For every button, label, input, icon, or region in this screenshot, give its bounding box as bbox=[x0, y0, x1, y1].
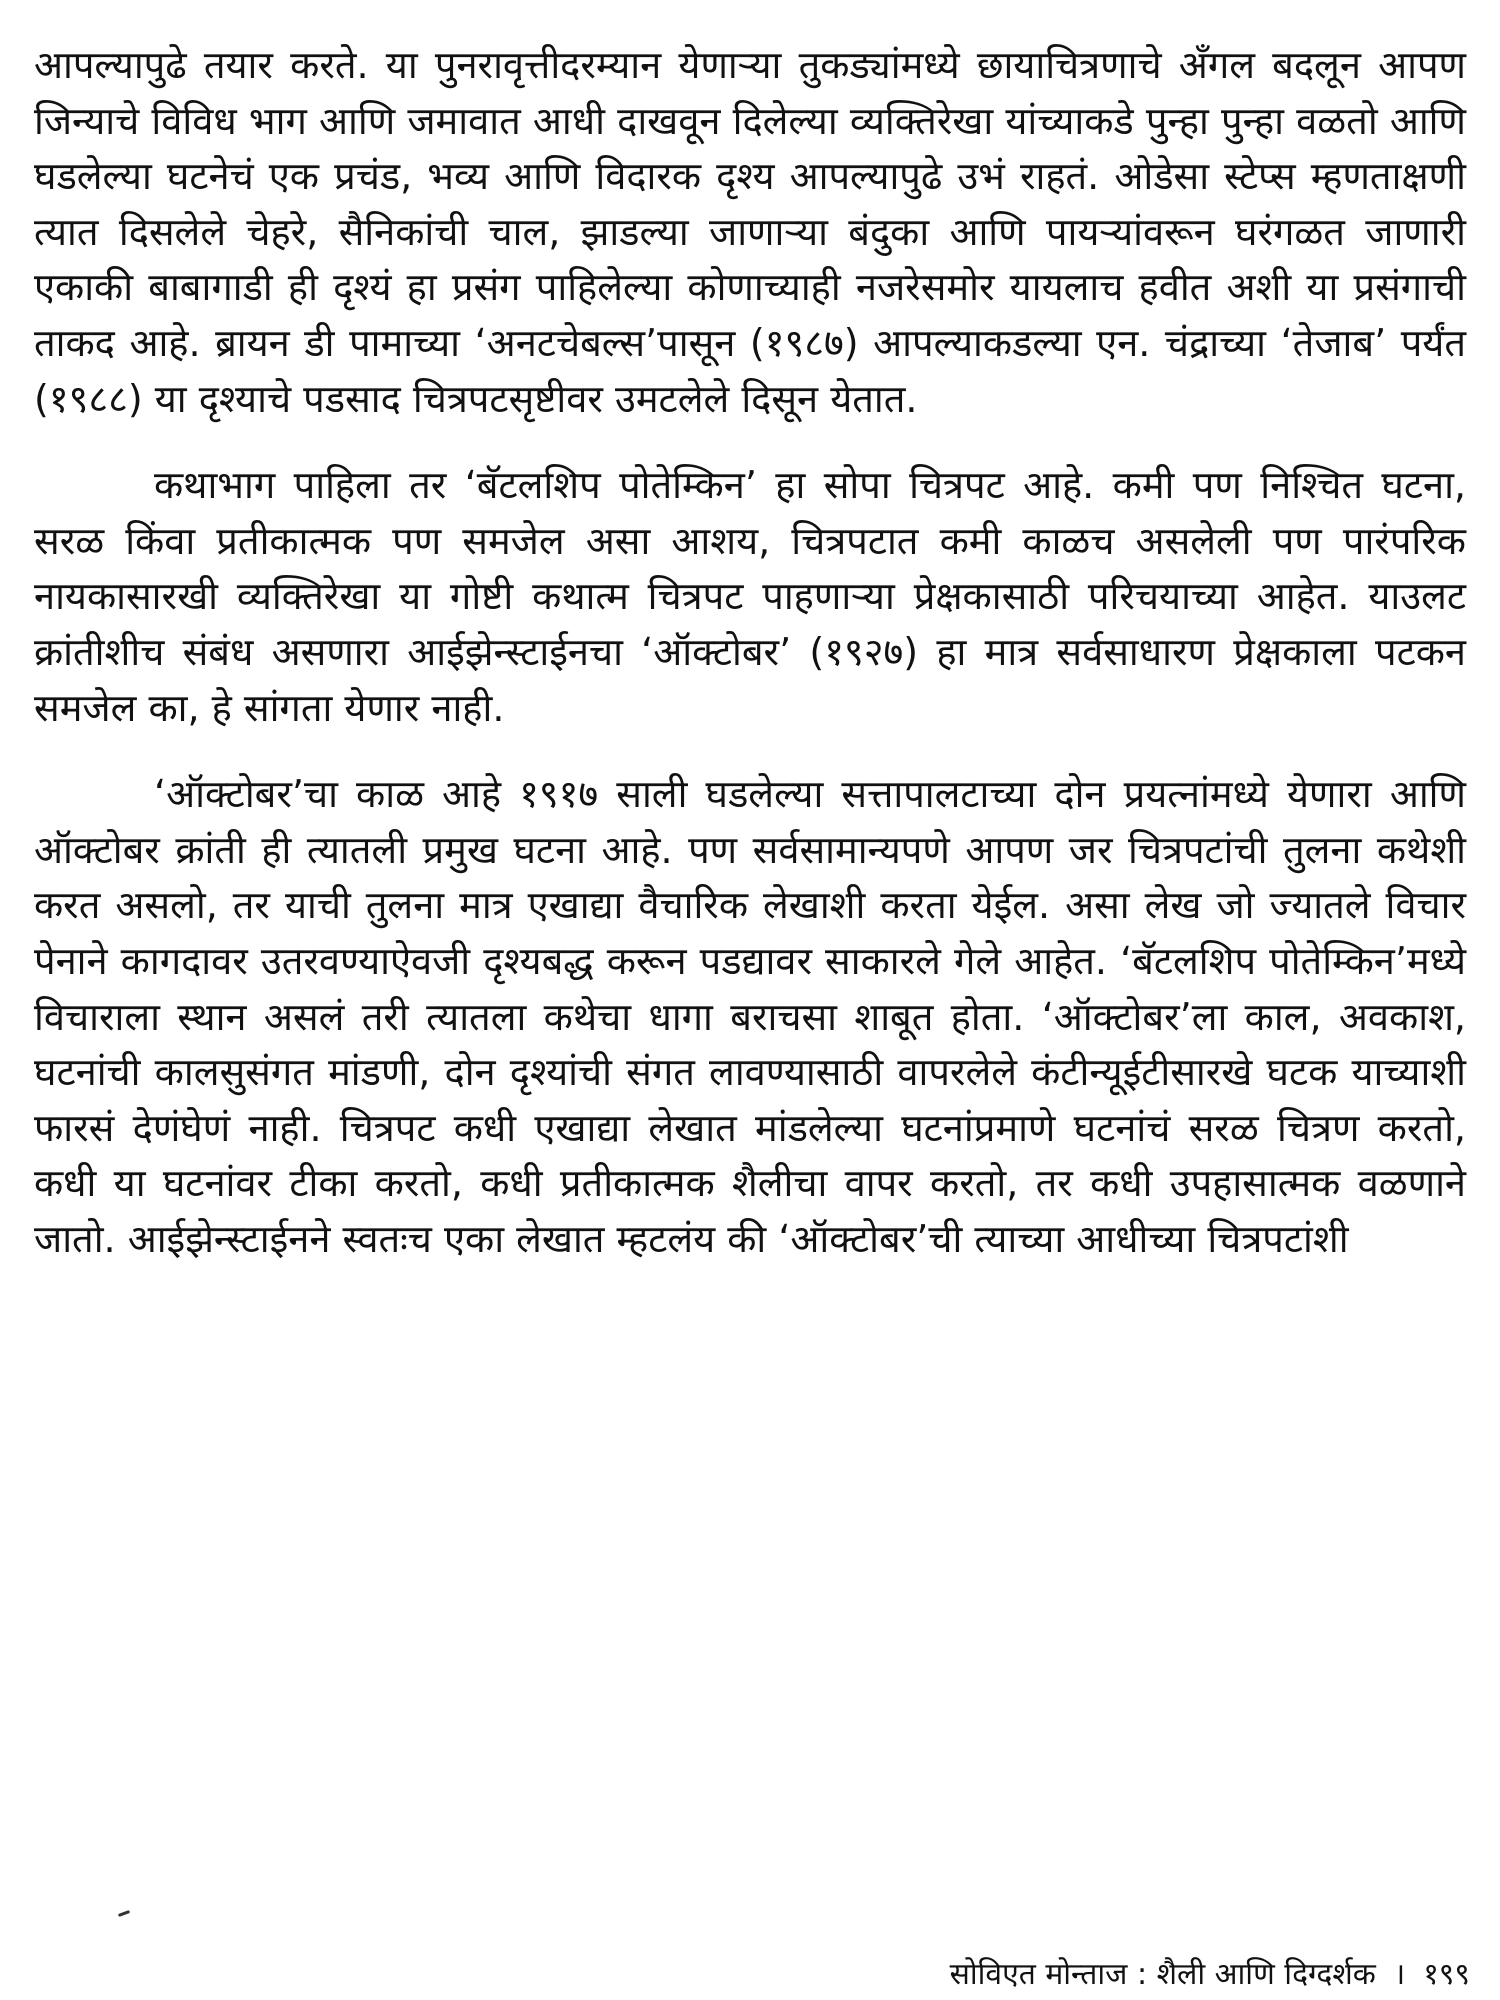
body-text bbox=[34, 38, 1466, 1267]
page-number: १९९ bbox=[1423, 1957, 1470, 1992]
footer-separator: । bbox=[1393, 1957, 1406, 1992]
paragraph-2: कथाभाग पाहिला तर ‘बॅटलशिप पोतेम्किन’ हा सोपा चित्रपट आहे. कमी पण निश्चित घटना, सरळ किंवा प्रतीकात्मक पण समजेल असा आशय, चित्रपटात कमी काळच असलेली पण पारंपरिक नायकासारखी व्यक्तिरेखा या गोष्टी कथात्म चित्रपट पाहणाऱ्या प्रेक्षकासाठी परिचयाच्या आहेत. याउलट क्रांतीशीच संबंध असणारा आईझेन्स्टाईनचा ‘ऑक्टोबर’ (१९२७) हा मात्र सर्वसाधारण प्रेक्षकाला पटकन समजेल का, हे सांगता येणार नाही. bbox=[34, 463, 1466, 730]
paragraph-1: आपल्यापुढे तयार करते. या पुनरावृत्तीदरम्यान येणाऱ्या तुकड्यांमध्ये छायाचित्रणाचे अँगल बदलून आपण जिन्याचे विविध भाग आणि जमावात आधी दाखवून दिलेल्या व्यक्तिरेखा यांच्याकडे पुन्हा पुन्हा वळतो आणि घडलेल्या घटनेचं एक प्रचंड, भव्य आणि विदारक दृश्य आपल्यापुढे उभं राहतं. ओडेसा स्टेप्स म्हणताक्षणी त्यात दिसलेले चेहरे, सैनिकांची चाल, झाडल्या जाणाऱ्या बंदुका आणि पायऱ्यांवरून घरंगळत जाणारी एकाकी बाबागाडी ही दृश्यं हा प्रसंग पाहिलेल्या कोणाच्याही नजरेसमोर यायलाच हवीत अशी या प्रसंगाची ताकद आहे. ब्रायन डी पामाच्या ‘अनटचेबल्स’पासून (१९८७) आपल्याकडल्या एन. चंद्राच्या ‘तेजाब’ पर्यंत (१९८८) या दृश्याचे पडसाद चित्रपटसृष्टीवर उमटलेले दिसून येतात. bbox=[34, 43, 1466, 421]
paragraph-3: ‘ऑक्टोबर’चा काळ आहे १९१७ साली घडलेल्या सत्तापालटाच्या दोन प्रयत्नांमध्ये येणारा आणि ऑक्टोबर क्रांती ही त्यातली प्रमुख घटना आहे. पण सर्वसामान्यपणे आपण जर चित्रपटांची तुलना कथेशी करत असलो, तर याची तुलना मात्र एखाद्या वैचारिक लेखाशी करता येईल. असा लेख जो ज्यातले विचार पेनाने कागदावर उतरवण्याऐवजी दृश्यबद्ध करून पडद्यावर साकारले गेले आहेत. ‘बॅटलशिप पोतेम्किन’मध्ये विचाराला स्थान असलं तरी त्यातला कथेचा धागा बराचसा शाबूत होता. ‘ऑक्टोबर’ला काल, अवकाश, घटनांची कालसुसंगत मांडणी, दोन दृश्यांची संगत लावण्यासाठी वापरलेले कंटीन्यूईटीसारखे घटक याच्याशी फारसं देणंघेणं नाही. चित्रपट कधी एखाद्या लेखात मांडलेल्या घटनांप्रमाणे घटनांचं सरळ चित्रण करतो, कधी या घटनांवर टीका करतो, कधी प्रतीकात्मक शैलीचा वापर करतो, तर कधी उपहासात्मक वळणाने जातो. आईझेन्स्टाईनने स्वतःच एका लेखात म्हटलंय की ‘ऑक्टोबर’ची त्याच्या आधीच्या चित्रपटांशी bbox=[34, 772, 1466, 1261]
page-footer bbox=[950, 1952, 1470, 1993]
scan-speck bbox=[118, 1910, 130, 1917]
running-title: सोविएत मोन्ताज : शैली आणि दिग्दर्शक bbox=[949, 1957, 1376, 1992]
